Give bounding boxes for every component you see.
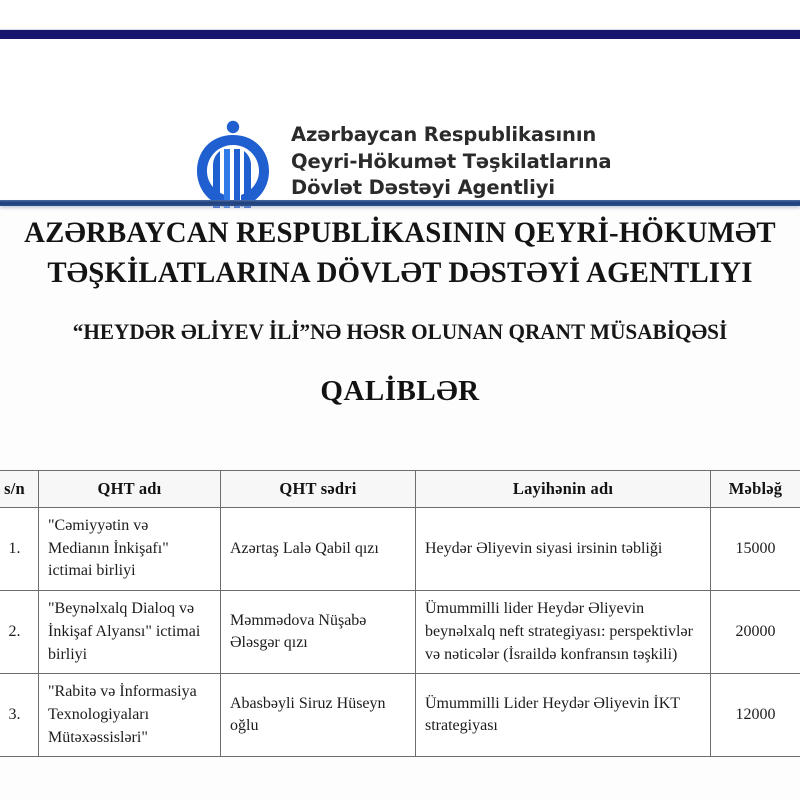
table-header-row — [0, 471, 800, 508]
row-org-name: "Beynəlxalq Dialoq və İnkişaf Alyansı" ictimai birliyi — [39, 591, 221, 674]
page-title-line-1: AZƏRBAYCAN RESPUBLİKASININ QEYRİ-HÖKUMƏT — [24, 216, 776, 249]
table-body — [0, 508, 800, 757]
column-header-project: Layihənin adı — [416, 471, 711, 508]
top-margin — [0, 0, 800, 29]
table-row — [0, 508, 800, 591]
row-amount: 12000 — [711, 674, 800, 757]
agency-logo-text — [291, 122, 611, 203]
row-org-name: "Cəmiyyətin və Medianın İnkişafı" ictimai birliyi — [39, 508, 221, 591]
column-header-amount: Məbləğ — [711, 471, 800, 508]
column-header-no: s/n — [0, 471, 39, 508]
row-number: 1. — [0, 508, 39, 591]
table-header — [0, 471, 800, 508]
heading-block — [0, 213, 800, 408]
row-number: 2. — [0, 591, 39, 674]
row-project-name: Ümummilli lider Heydər Əliyevin beynəlxalq neft strategiyası: perspektivlər və nəticələr (İsraildə konfransın təşkili) — [416, 591, 711, 674]
winners-table — [0, 470, 800, 757]
row-number: 3. — [0, 674, 39, 757]
row-chair-name: Məmmədova Nüşabə Ələsgər qızı — [221, 591, 416, 674]
row-project-name: Heydər Əliyevin siyasi irsinin təbliği — [416, 508, 711, 591]
page-title — [16, 213, 784, 293]
row-chair-name: Abasbəyli Siruz Hüseyn oğlu — [221, 674, 416, 757]
column-header-org: QHT adı — [39, 471, 221, 508]
row-project-name: Ümummilli Lider Heydər Əliyevin İKT strategiyası — [416, 674, 711, 757]
top-navy-rule — [0, 30, 800, 39]
row-org-name: "Rabitə və İnformasiya Texnologiyaları Mütəxəssisləri" — [39, 674, 221, 757]
row-chair-name: Azərtaş Lalə Qabil qızı — [221, 508, 416, 591]
winners-heading: QALİBLƏR — [320, 375, 480, 408]
row-amount: 20000 — [711, 591, 800, 674]
logo-line-1: Azərbaycan Respublikasının — [291, 122, 597, 146]
table-row — [0, 674, 800, 757]
agency-circular-emblem-icon — [189, 115, 277, 209]
winners-table-container — [0, 470, 800, 757]
row-amount: 15000 — [711, 508, 800, 591]
masthead — [0, 39, 800, 201]
logo-line-2: Qeyri-Hökumət Təşkilatlarına — [291, 149, 612, 173]
table-row — [0, 591, 800, 674]
logo-line-3: Dövlət Dəstəyi Agentliyi — [291, 176, 555, 200]
page-title-line-2: TƏŞKİLATLARINA DÖVLƏT DƏSTƏYİ AGENTLIYI — [47, 255, 753, 289]
column-header-chair: QHT sədri — [221, 471, 416, 508]
agency-logo — [189, 115, 611, 209]
page-subtitle: “HEYDƏR ƏLİYEV İLİ”NƏ HƏSR OLUNAN QRANT MÜSABİQƏSİ — [72, 318, 728, 344]
blue-divider-rule — [0, 200, 800, 206]
